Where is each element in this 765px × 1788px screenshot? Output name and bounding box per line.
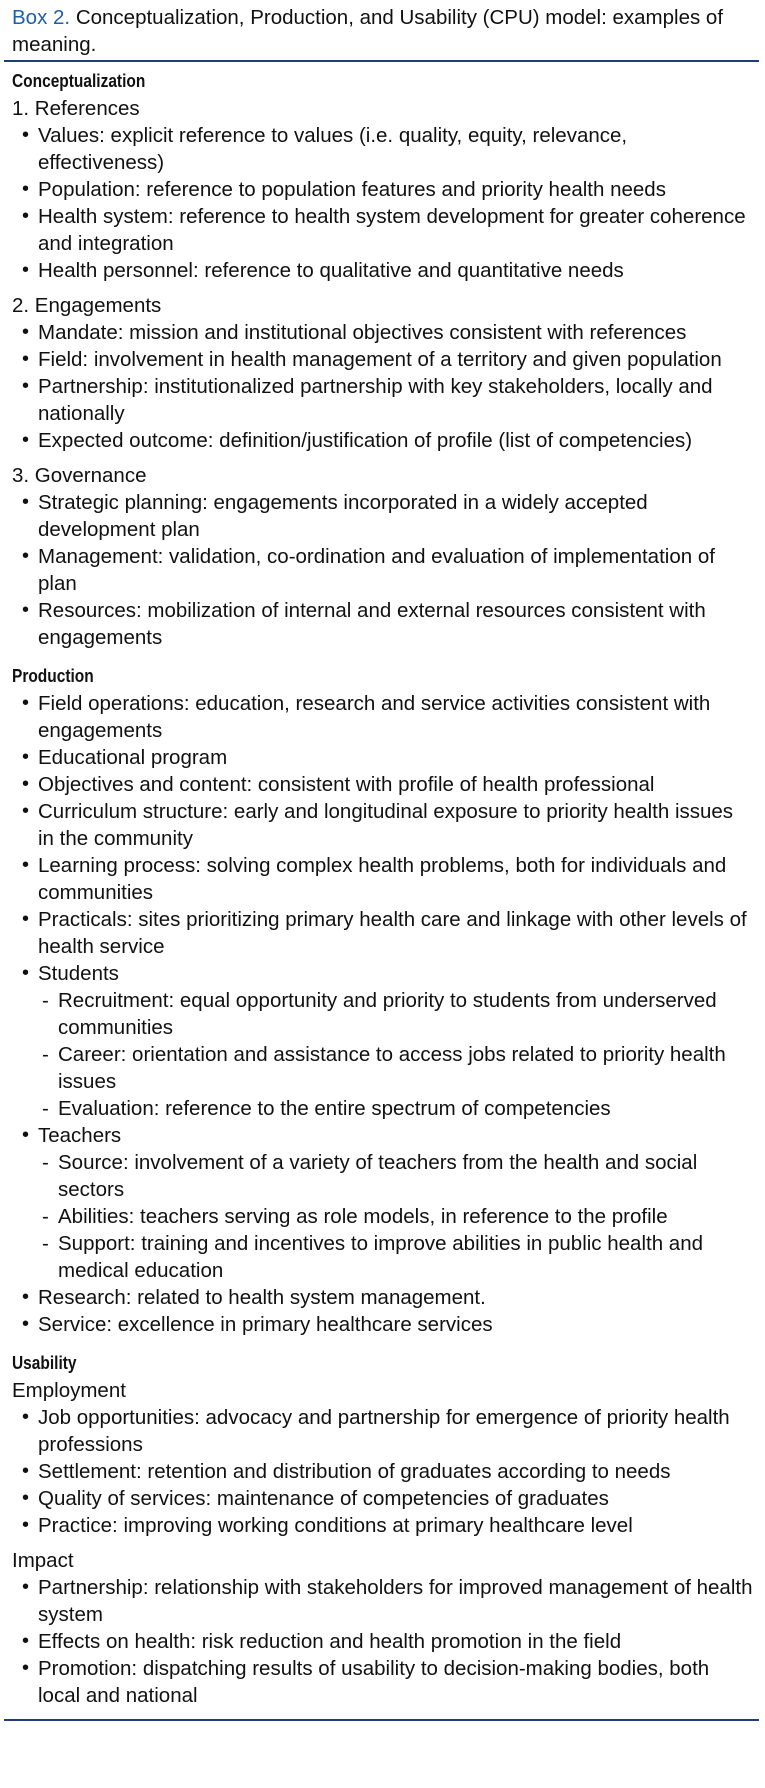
list-item: • Learning process: solving complex health problems, both for individuals and communities — [22, 854, 727, 904]
list-item: • Effects on health: risk reduction and health promotion in the field — [22, 1630, 622, 1653]
list-item: • Promotion: dispatching results of usability to decision-making bodies, both local and national — [22, 1657, 710, 1707]
employment-list — [12, 1404, 753, 1539]
list-item: • Practice: improving working conditions at primary healthcare level — [22, 1514, 633, 1537]
list-item: • Practicals: sites prioritizing primary health care and linkage with other levels of health service — [22, 908, 747, 958]
group-heading-references: 1. References — [12, 97, 140, 120]
group-heading-governance: 3. Governance — [12, 464, 147, 487]
box-title-text: Conceptualization, Production, and Usability (CPU) model: examples of meaning. — [12, 6, 724, 56]
list-item: • Service: excellence in primary healthcare services — [22, 1313, 493, 1336]
section-heading-usability: Usability — [12, 1353, 77, 1373]
production-list — [12, 690, 753, 987]
list-item: • Objectives and content: consistent with profile of health professional — [22, 773, 655, 796]
section-heading-production: Production — [12, 666, 94, 686]
engagements-list — [12, 319, 753, 454]
list-item: • Settlement: retention and distribution of graduates according to needs — [22, 1460, 671, 1483]
list-item: • Expected outcome: definition/justification of profile (list of competencies) — [22, 429, 693, 452]
teachers-sublist — [12, 1149, 753, 1284]
teachers-list — [12, 1122, 753, 1149]
sub-list-item: - Support: training and incentives to improve abilities in public health and medical education — [42, 1232, 703, 1282]
list-item: • Health system: reference to health system development for greater coherence and integration — [22, 205, 746, 255]
list-item: • Partnership: relationship with stakeholders for improved management of health system — [22, 1576, 753, 1626]
list-item: • Mandate: mission and institutional objectives consistent with references — [22, 321, 687, 344]
group-heading-employment: Employment — [12, 1379, 126, 1402]
group-heading-impact: Impact — [12, 1549, 74, 1572]
section-heading-conceptualization: Conceptualization — [12, 71, 146, 91]
box-2 — [4, 0, 759, 1721]
list-item: • Partnership: institutionalized partnership with key stakeholders, locally and nationally — [22, 375, 713, 425]
list-item-students: • Students — [22, 962, 119, 985]
list-item: • Health personnel: reference to qualitative and quantitative needs — [22, 259, 624, 282]
box-title — [4, 4, 759, 58]
list-item: • Curriculum structure: early and longitudinal exposure to priority health issues in the community — [22, 800, 734, 850]
box-content — [4, 68, 759, 1709]
impact-list — [12, 1574, 753, 1709]
bottom-rule — [4, 1719, 759, 1721]
list-item: • Population: reference to population features and priority health needs — [22, 178, 666, 201]
list-item: • Research: related to health system management. — [22, 1286, 486, 1309]
sub-list-item: - Abilities: teachers serving as role models, in reference to the profile — [42, 1205, 668, 1228]
list-item: • Field operations: education, research and service activities consistent with engagements — [22, 692, 711, 742]
sub-list-item: - Evaluation: reference to the entire spectrum of competencies — [42, 1097, 611, 1120]
sub-list-item: - Source: involvement of a variety of teachers from the health and social sectors — [42, 1151, 698, 1201]
top-rule — [4, 60, 759, 62]
list-item: • Job opportunities: advocacy and partnership for emergence of priority health professions — [22, 1406, 730, 1456]
list-item: • Field: involvement in health management of a territory and given population — [22, 348, 722, 371]
production-tail-list — [12, 1284, 753, 1338]
list-item: • Management: validation, co-ordination and evaluation of implementation of plan — [22, 545, 715, 595]
references-list — [12, 122, 753, 284]
governance-list — [12, 489, 753, 651]
group-heading-engagements: 2. Engagements — [12, 294, 162, 317]
box-label: Box 2. — [12, 6, 71, 29]
list-item: • Resources: mobilization of internal and external resources consistent with engagements — [22, 599, 706, 649]
sub-list-item: - Career: orientation and assistance to access jobs related to priority health issues — [42, 1043, 726, 1093]
sub-list-item: - Recruitment: equal opportunity and priority to students from underserved communities — [42, 989, 717, 1039]
list-item: • Quality of services: maintenance of competencies of graduates — [22, 1487, 609, 1510]
list-item-teachers: • Teachers — [22, 1124, 122, 1147]
list-item: • Strategic planning: engagements incorporated in a widely accepted development plan — [22, 491, 648, 541]
list-item: • Educational program — [22, 746, 228, 769]
list-item: • Values: explicit reference to values (i.e. quality, equity, relevance, effectiveness) — [22, 124, 628, 174]
students-sublist — [12, 987, 753, 1122]
